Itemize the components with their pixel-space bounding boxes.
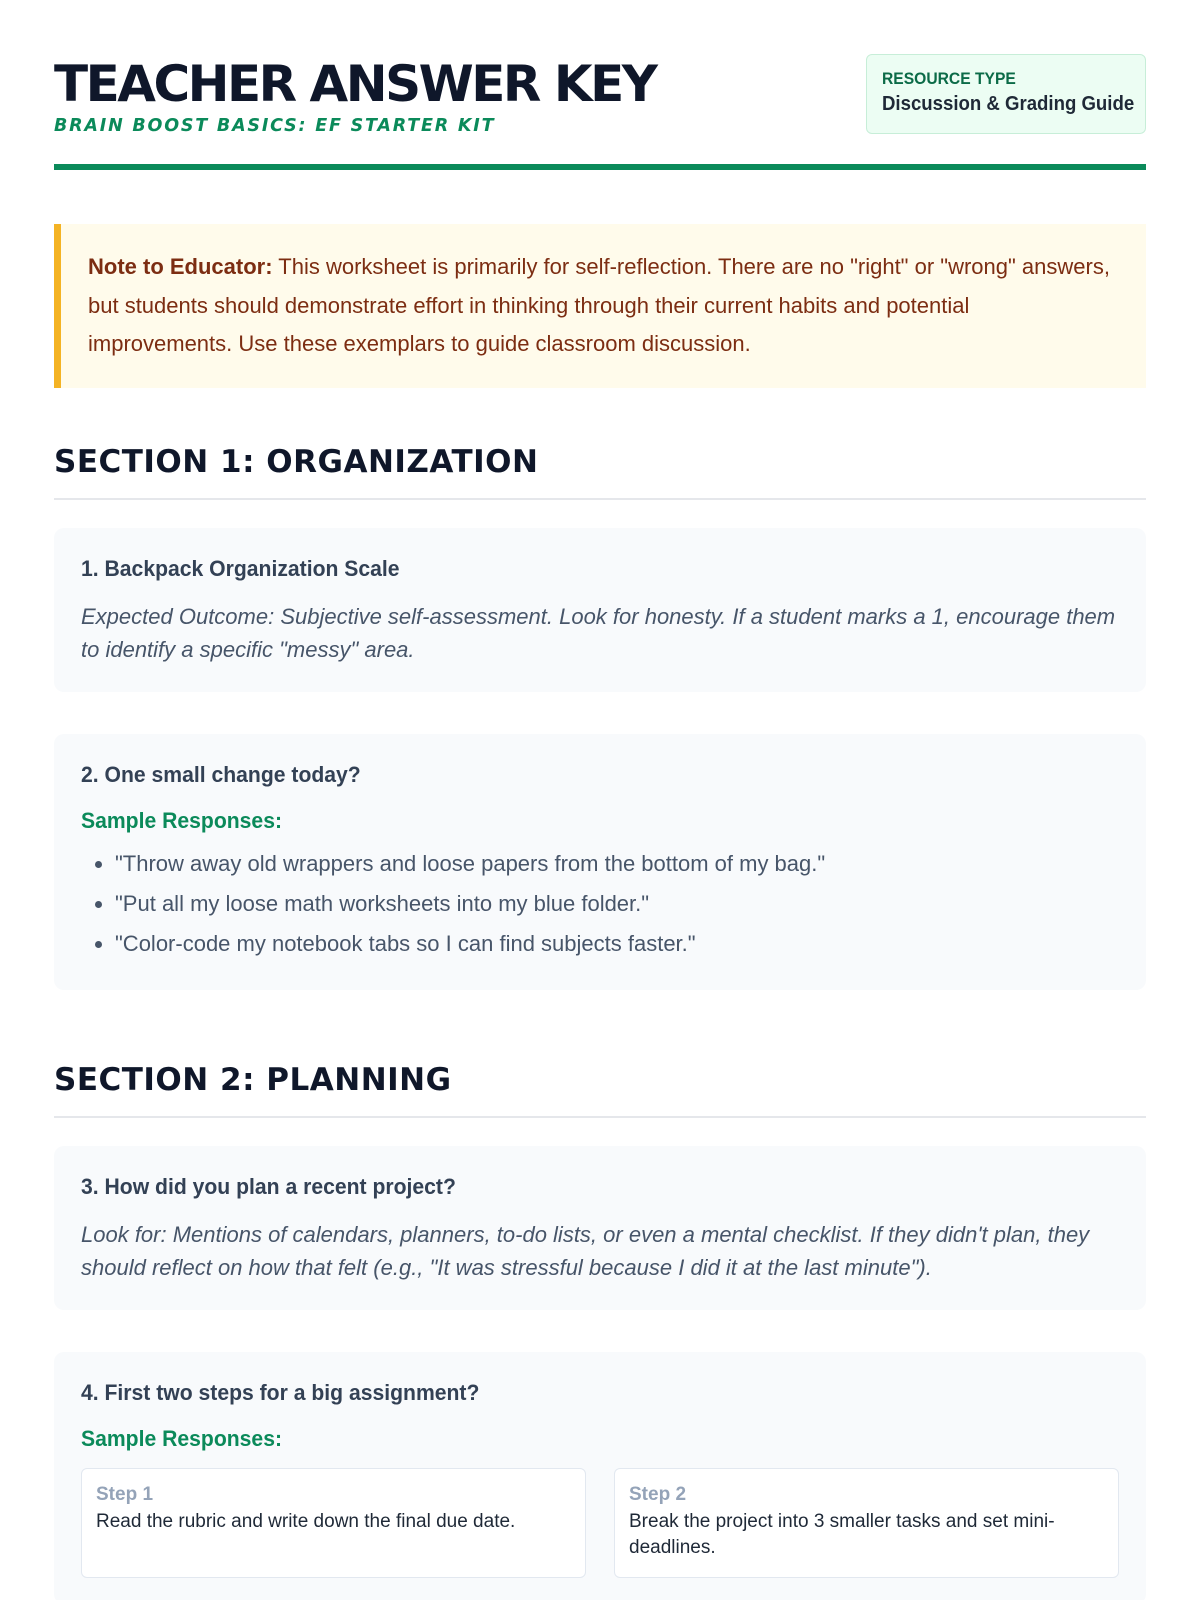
question-card: [54, 1352, 1146, 1600]
section-title-planning: SECTION 2: PLANNING: [54, 1060, 1146, 1118]
question-title: 4. First two steps for a big assignment?: [81, 1379, 480, 1405]
question-guidance: Expected Outcome: Subjective self-assessment. Look for honesty. If a student marks a 1, encourage them to identify a specific "messy" area.: [81, 603, 1116, 662]
steps-row: [81, 1468, 1119, 1578]
resource-type-box: [866, 54, 1146, 134]
question-card: [54, 1146, 1146, 1310]
section-title-organization: SECTION 1: ORGANIZATION: [54, 442, 1146, 500]
list-item: • "Throw away old wrappers and loose papers from the bottom of my bag.": [115, 844, 1119, 884]
question-card: [54, 528, 1146, 692]
step-text: Read the rubric and write down the final due date.: [96, 1510, 516, 1532]
educator-note-lead: Note to Educator:: [88, 254, 273, 279]
step-card: [614, 1468, 1119, 1578]
document-title: TEACHER ANSWER KEY: [54, 55, 656, 113]
resource-type-label: RESOURCE TYPE: [882, 69, 1016, 88]
question-title: 3. How did you plan a recent project?: [81, 1173, 456, 1199]
step-label: Step 2: [629, 1483, 687, 1505]
document-subtitle: BRAIN BOOST BASICS: EF STARTER KIT: [54, 116, 496, 136]
step-card: [81, 1468, 586, 1578]
document-header: [54, 54, 1146, 170]
sample-responses-label: Sample Responses:: [81, 807, 282, 833]
sample-responses-label: Sample Responses:: [81, 1425, 282, 1451]
question-title: 1. Backpack Organization Scale: [81, 555, 400, 581]
sample-responses-list: [81, 844, 1119, 964]
question-guidance: Look for: Mentions of calendars, planners, to-do lists, or even a mental checklist. If they didn't plan, they should reflect on how that felt (e.g., "It was stressful because I did it at the last minute").: [81, 1221, 1090, 1280]
question-title: 2. One small change today?: [81, 761, 361, 787]
step-label: Step 1: [96, 1483, 154, 1505]
step-text: Break the project into 3 smaller tasks and set mini-deadlines.: [629, 1510, 1055, 1558]
list-item: • "Color-code my notebook tabs so I can find subjects faster.": [115, 924, 1119, 964]
educator-note: [54, 224, 1146, 388]
educator-note-text: This worksheet is primarily for self-reflection. There are no "right" or "wrong" answers, but students should demonstrate effort in thinking through their current habits and potential improvements. Use these exemplars to guide classroom discussion.: [88, 254, 1110, 356]
list-item: • "Put all my loose math worksheets into my blue folder.": [115, 884, 1119, 924]
question-card: [54, 734, 1146, 990]
resource-type-value: Discussion & Grading Guide: [882, 93, 1135, 115]
